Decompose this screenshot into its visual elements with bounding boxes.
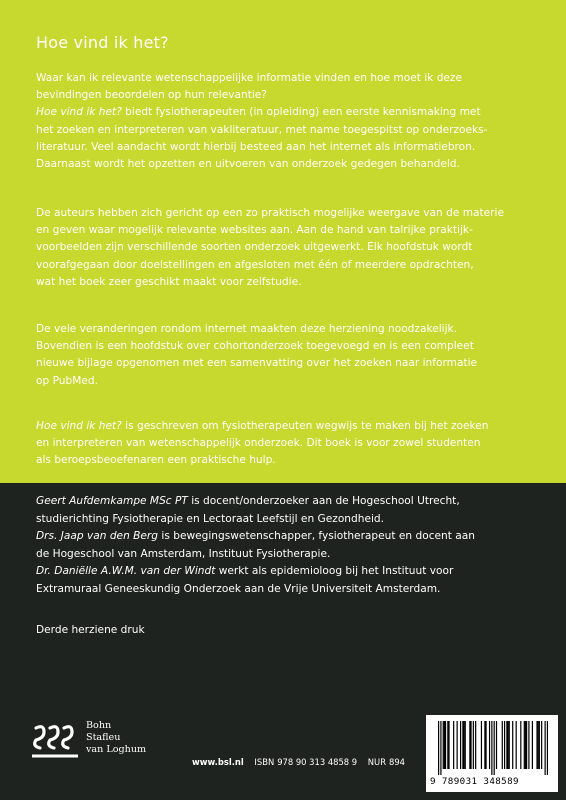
authors-line: voorafgegaan door doelstellingen en afgesloten met één of meerdere opdrachten, (36, 258, 474, 271)
changes-paragraph (36, 321, 536, 390)
publisher-name (86, 720, 146, 756)
nur-label: NUR (367, 757, 387, 767)
barcode-bar (526, 721, 527, 769)
barcode-bar (545, 721, 546, 775)
barcode-bar (506, 721, 507, 769)
bio-line: de Hogeschool van Amsterdam, Instituut Fysiotherapie. (36, 547, 331, 560)
summary-line: als beroepsbeoefenaren een praktische hulp. (36, 454, 276, 467)
edition-label: Derde herziene druk (36, 624, 145, 636)
author-name: Daniëlle A.W.M. van der Windt (54, 565, 216, 578)
barcode-bar (507, 721, 508, 769)
barcode-bar (485, 721, 486, 769)
summary-line (36, 418, 536, 435)
barcode-bar (524, 721, 525, 769)
barcode-bar (457, 721, 458, 769)
barcode-bar (538, 721, 539, 769)
bsl-logo-icon (30, 722, 80, 762)
barcode-bar (528, 721, 529, 769)
barcode-bar (512, 721, 513, 769)
bio-text: werkt als epidemioloog bij het Instituut voor (215, 565, 454, 578)
book-title-italic: Hoe vind ik het? (36, 106, 122, 119)
barcode-bar (494, 721, 495, 775)
author-bios (36, 493, 475, 599)
bio-line (36, 528, 475, 546)
barcode-bar (491, 721, 492, 775)
barcode-bar (509, 721, 510, 769)
intro-line-rest: biedt fysiotherapeuten (in opleiding) een eerste kennismaking met (121, 106, 481, 119)
nur-value: 894 (389, 757, 406, 767)
barcode-bar (475, 721, 476, 769)
barcode-bar (502, 721, 503, 769)
authors-line: wat het boek zeer geschikt maakt voor zelfstudie. (36, 275, 302, 288)
barcode-bar (539, 721, 540, 769)
barcode-bar (447, 721, 448, 769)
intro-line: Daarnaast wordt het opzetten en uitvoeren van onderzoek gedegen behandeld. (36, 158, 460, 171)
barcode-bar (481, 721, 482, 769)
publisher-name-line: Bohn (86, 720, 112, 731)
changes-line: Bovendien is een hoofdstuk over cohortonderzoek toegevoegd en is een compleet (36, 340, 474, 353)
summary-paragraph (36, 418, 536, 470)
author-prefix: Drs. (36, 530, 61, 543)
author-name: Jaap van den Berg (60, 530, 159, 543)
publisher-info-line (192, 757, 405, 767)
barcode-bar (443, 721, 444, 769)
bio-text: is bewegingswetenschapper, fysiotherapeut en docent aan (158, 530, 475, 543)
publisher-name-line: Stafleu (86, 732, 121, 743)
intro-line: bevindingen beoordelen op hun relevantie? (36, 89, 267, 102)
authors-line: De auteurs hebben zich gericht op een zo praktisch mogelijke weergave van de materie (36, 207, 505, 219)
authors-line: en geven waar mogelijk relevante websites aan. Aan de hand van talrijke praktijk- (36, 224, 473, 237)
barcode-bar (453, 721, 454, 769)
intro-paragraph (36, 70, 536, 173)
barcode-bar (470, 721, 471, 769)
isbn-value: 978 90 313 4858 9 (277, 757, 358, 767)
barcode-bar (520, 721, 521, 769)
barcode-bar (444, 721, 445, 769)
bio-line (36, 563, 475, 581)
author-name: Geert Aufdemkampe MSc PT (36, 495, 188, 507)
changes-line: nieuwe bijlage opgenomen met een samenvatting over het zoeken naar informatie (36, 357, 478, 370)
barcode-bar (525, 721, 526, 769)
summary-line-rest: is geschreven om fysiotherapeuten wegwijs te maken bij het zoeken (121, 420, 489, 432)
intro-line: het zoeken en interpreteren van vakliteratuur, met name toegespitst op onderzoeks- (36, 123, 488, 136)
publisher-block (30, 718, 200, 774)
barcode-bar (473, 721, 474, 769)
barcode-bar (438, 721, 439, 775)
barcode-bar (504, 721, 505, 769)
authors-paragraph (36, 205, 536, 291)
authors-line: voorbeelden zijn verschillende soorten onderzoek uitgewerkt. Elk hoofdstuk wordt (36, 241, 473, 254)
bio-text: is docent/onderzoeker aan de Hogeschool Utrecht, (187, 495, 460, 507)
barcode (426, 715, 558, 792)
barcode-bar (469, 721, 470, 769)
changes-line: op PubMed. (36, 374, 98, 387)
barcode-bar (484, 721, 485, 769)
barcode-bar (536, 721, 537, 769)
barcode-bar (462, 721, 463, 769)
intro-line: literatuur. Veel aandacht wordt hierbij besteed aan het internet als informatiebron. (36, 140, 476, 153)
barcode-bar (440, 721, 441, 775)
changes-line: De vele veranderingen rondom internet maakten deze herziening noodzakelijk. (36, 323, 458, 335)
book-title-italic: Hoe vind ik het? (36, 420, 122, 432)
bio-line: studierichting Fysiotherapie en Lectoraat Leefstijl en Gezondheid. (36, 512, 385, 525)
barcode-bars (438, 721, 548, 775)
summary-line: en interpreteren van wetenschappelijk onderzoek. Dit boek is voor zowel studenten (36, 437, 481, 450)
barcode-digits: 9 789031 348589 (430, 776, 519, 787)
website-link[interactable]: www.bsl.nl (192, 757, 244, 767)
barcode-bar (445, 721, 446, 769)
barcode-bar (516, 721, 517, 769)
barcode-bar (460, 721, 461, 769)
bio-line: Extramuraal Geneeskundig Onderzoek aan de Vrije Universiteit Amsterdam. (36, 582, 441, 595)
intro-line: Waar kan ik relevante wetenschappelijke informatie vinden en hoe moet ik deze (36, 72, 463, 84)
barcode-bar (547, 721, 548, 775)
intro-line (36, 104, 536, 121)
barcode-bar (541, 721, 542, 769)
barcode-bar (448, 721, 449, 769)
isbn-label: ISBN (254, 757, 275, 767)
barcode-bar (496, 721, 497, 769)
barcode-bar (465, 721, 466, 769)
barcode-bar (489, 721, 490, 769)
cover-title: Hoe vind ik het? (36, 33, 169, 52)
author-prefix: Dr. (36, 565, 55, 578)
barcode-bar (532, 721, 533, 769)
bio-line (36, 493, 475, 511)
barcode-bar (463, 721, 464, 769)
publisher-name-line: van Loghum (86, 744, 147, 755)
